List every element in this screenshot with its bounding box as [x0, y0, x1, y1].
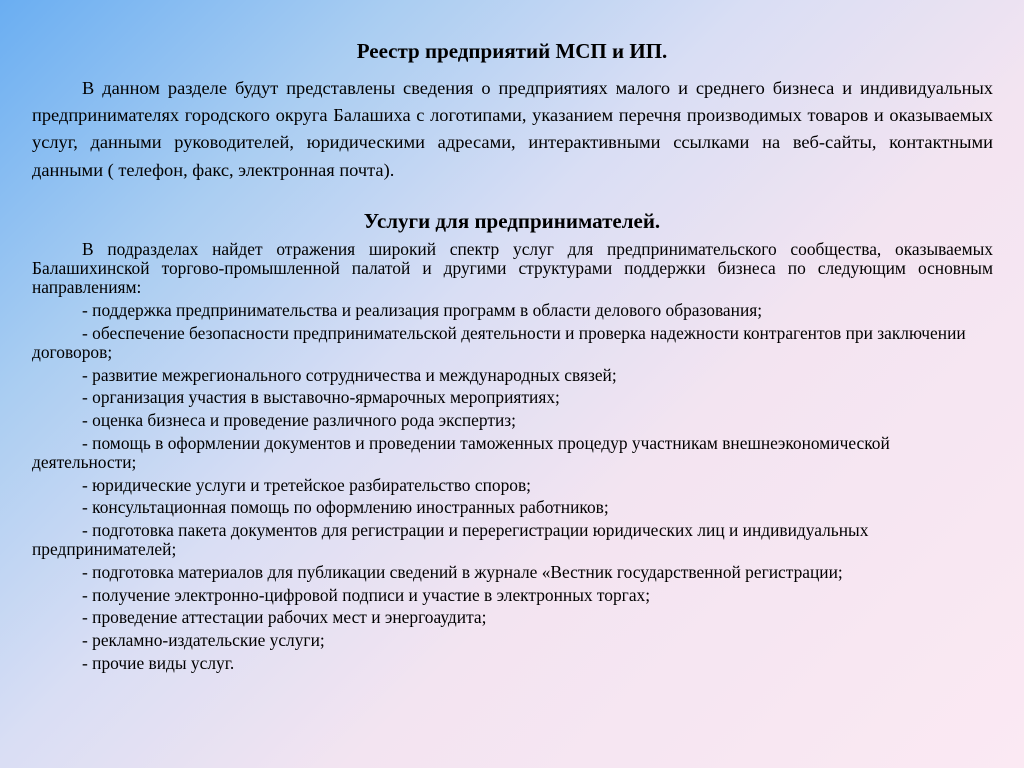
registry-intro-paragraph: В данном разделе будут представлены сведения о предприятиях малого и среднего бизнеса и индивидуальных предпринимателях городского округа Балашиха с логотипами, указанием перечня производимых товаров и оказываемых услуг, данными руководителей, юридическими адресами, интерактивными ссылками на веб-сайты, контактными данными ( телефон, факс, электронная почта).	[32, 78, 993, 180]
services-intro-paragraph: В подразделах найдет отражения широкий спектр услуг для предпринимательского сообщества, оказываемых Балашихинской торгово-промышленной палатой и другими структурами поддержки бизнеса по следующим основным направлениям:	[32, 239, 993, 298]
registry-title: Реестр предприятий МСП и ИП.	[356, 39, 668, 63]
service-item: - помощь в оформлении документов и проведении таможенных процедур участникам внешнеэкономической деятельности;	[32, 432, 890, 473]
service-item: - поддержка предпринимательства и реализация программ в области делового образования;	[82, 300, 763, 321]
services-title: Услуги для предпринимателей.	[363, 209, 661, 233]
service-item: - подготовка пакета документов для регистрации и перерегистрации юридических лиц и индивидуальных предпринимателей;	[32, 520, 869, 560]
service-item: - подготовка материалов для публикации сведений в журнале «Вестник государственной регистрации;	[82, 562, 843, 583]
service-item: - рекламно-издательские услуги;	[82, 630, 325, 651]
service-item: - юридические услуги и третейское разбирательство споров;	[82, 474, 532, 495]
service-item: - проведение аттестации рабочих мест и энергоаудита;	[82, 607, 487, 628]
service-item: - обеспечение безопасности предпринимательской деятельности и проверка надежности контрагентов при заключении договоров;	[32, 322, 966, 363]
service-item: - оценка бизнеса и проведение различного рода экспертиз;	[82, 410, 516, 431]
service-item: - организация участия в выставочно-ярмарочных мероприятиях;	[82, 387, 560, 408]
service-item: - получение электронно-цифровой подписи и участие в электронных торгах;	[82, 584, 651, 605]
service-item: - развитие межрегионального сотрудничества и международных связей;	[82, 364, 617, 385]
services-list	[32, 240, 993, 677]
service-item: - консультационная помощь по оформлению иностранных работников;	[82, 497, 609, 518]
service-item: - прочие виды услуг.	[82, 652, 235, 673]
